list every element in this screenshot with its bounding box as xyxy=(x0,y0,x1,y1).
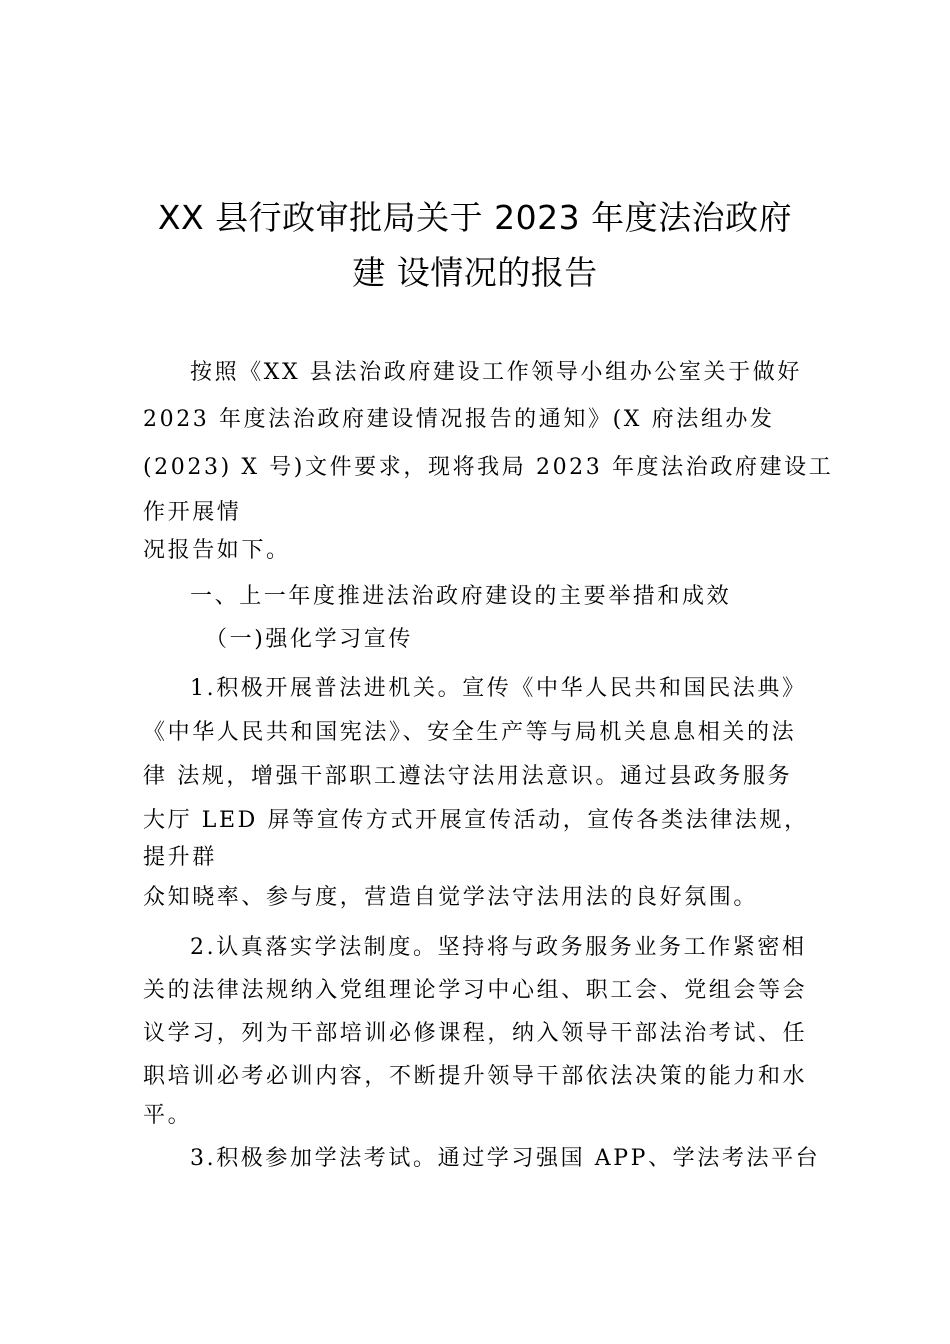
body-line: 2.认真落实学法制度。坚持将与政务服务业务工作紧密相 xyxy=(190,935,807,960)
body-line: 议学习，列为干部培训必修课程，纳入领导干部法治考试、任 xyxy=(143,1021,808,1046)
body-line: 1.积极开展普法进机关。宣传《中华人民共和国民法典》 xyxy=(190,676,807,701)
body-line: 大厅 LED 屏等宣传方式开展宣传活动，宣传各类法律法规， xyxy=(143,808,809,833)
title-line-1: XX 县行政审批局关于 2023 年度法治政府 xyxy=(157,198,793,237)
body-line: 《中华人民共和国宪法》、安全生产等与局机关息息相关的法 xyxy=(143,720,797,745)
body-line: 况报告如下。 xyxy=(143,538,291,563)
body-line: 2023 年度法治政府建设情况报告的通知》(X 府法组办发 xyxy=(143,407,775,432)
body-line: 按照《XX 县法治政府建设工作领导小组办公室关于做好 xyxy=(190,360,802,385)
body-line: 提升群 xyxy=(143,845,217,870)
body-line: 众知晓率、参与度，营造自觉学法守法用法的良好氛围。 xyxy=(143,885,759,910)
section-heading: 一、上一年度推进法治政府建设的主要举措和成效 xyxy=(190,584,732,609)
body-line: 作开展情 xyxy=(143,500,242,525)
body-line: 3.积极参加学法考试。通过学习强国 APP、学法考法平台 xyxy=(190,1146,821,1171)
body-line: 律 法规，增强干部职工遵法守法用法意识。通过县政务服务 xyxy=(143,764,793,789)
body-line: (2023) X 号)文件要求，现将我局 2023 年度法治政府建设工 xyxy=(143,455,834,480)
title-line-2: 建 设情况的报告 xyxy=(352,253,598,292)
subsection-heading: （一)强化学习宣传 xyxy=(205,627,413,652)
body-line: 关的法律法规纳入党组理论学习中心组、职工会、党组会等会 xyxy=(143,978,808,1003)
body-line: 职培训必考必训内容，不断提升领导干部依法决策的能力和水 xyxy=(143,1064,808,1089)
body-line: 平。 xyxy=(143,1103,193,1128)
